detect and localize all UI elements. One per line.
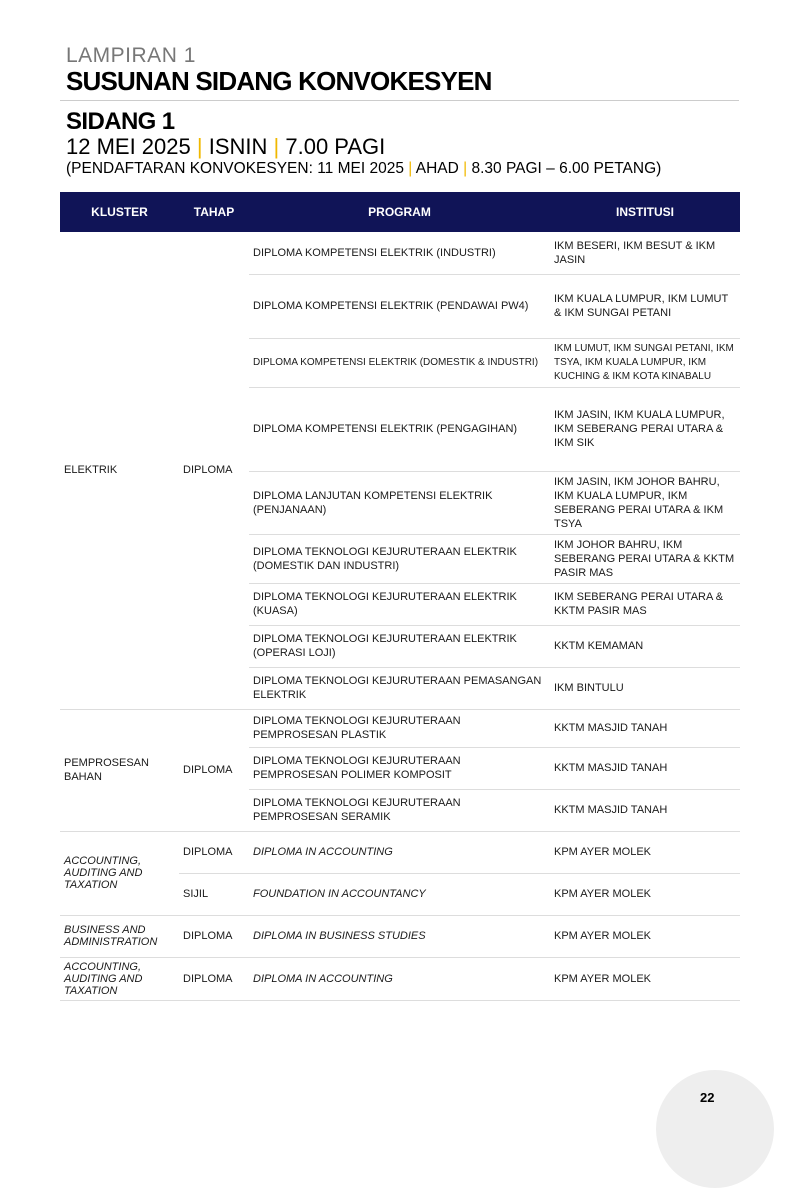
institusi-cell: KPM AYER MOLEK <box>550 915 740 957</box>
program-cell: DIPLOMA KOMPETENSI ELEKTRIK (INDUSTRI) <box>249 232 550 274</box>
tahap-cell: DIPLOMA <box>179 915 249 957</box>
session-date: 12 MEI 2025 <box>66 134 191 159</box>
convocation-schedule-table <box>60 192 740 1001</box>
kluster-cell: ACCOUNTING, AUDITING AND TAXATION <box>60 831 179 915</box>
program-cell: DIPLOMA KOMPETENSI ELEKTRIK (PENGAGIHAN) <box>249 387 550 471</box>
kluster-cell: PEMPROSESAN BAHAN <box>60 709 179 831</box>
program-cell: DIPLOMA IN BUSINESS STUDIES <box>249 915 550 957</box>
kluster-cell: BUSINESS AND ADMINISTRATION <box>60 915 179 957</box>
table-row <box>60 915 740 957</box>
program-cell: DIPLOMA TEKNOLOGI KEJURUTERAAN ELEKTRIK (DOMESTIK DAN INDUSTRI) <box>249 534 550 583</box>
separator: | <box>196 134 203 159</box>
program-cell: DIPLOMA TEKNOLOGI KEJURUTERAAN ELEKTRIK (OPERASI LOJI) <box>249 625 550 667</box>
table-header-row <box>60 192 740 232</box>
table-row <box>60 957 740 1000</box>
program-cell: DIPLOMA TEKNOLOGI KEJURUTERAAN PEMASANGAN ELEKTRIK <box>249 667 550 709</box>
institusi-cell: IKM JASIN, IKM JOHOR BAHRU, IKM KUALA LUMPUR, IKM SEBERANG PERAI UTARA & IKM TSYA <box>550 471 740 534</box>
table-row <box>60 232 740 274</box>
tahap-cell: DIPLOMA <box>179 232 249 709</box>
institusi-cell: KKTM MASJID TANAH <box>550 747 740 789</box>
page-title: SUSUNAN SIDANG KONVOKESYEN <box>66 66 492 96</box>
page-number-badge <box>656 1070 774 1188</box>
institusi-cell: KPM AYER MOLEK <box>550 957 740 1000</box>
title-divider <box>60 100 739 101</box>
program-cell: DIPLOMA TEKNOLOGI KEJURUTERAAN PEMPROSESAN POLIMER KOMPOSIT <box>249 747 550 789</box>
institusi-cell: IKM BESERI, IKM BESUT & IKM JASIN <box>550 232 740 274</box>
column-header-kluster: KLUSTER <box>60 192 179 232</box>
program-cell: DIPLOMA TEKNOLOGI KEJURUTERAAN ELEKTRIK (KUASA) <box>249 583 550 625</box>
institusi-cell: IKM JOHOR BAHRU, IKM SEBERANG PERAI UTARA & KKTM PASIR MAS <box>550 534 740 583</box>
institusi-cell: KPM AYER MOLEK <box>550 831 740 873</box>
separator: | <box>463 160 468 177</box>
institusi-cell: IKM LUMUT, IKM SUNGAI PETANI, IKM TSYA, IKM KUALA LUMPUR, IKM KUCHING & IKM KOTA KINABALU <box>550 338 740 387</box>
registration-date: (PENDAFTARAN KONVOKESYEN: 11 MEI 2025 <box>66 160 404 177</box>
column-header-program: PROGRAM <box>249 192 550 232</box>
kluster-cell: ACCOUNTING, AUDITING AND TAXATION <box>60 957 179 1000</box>
institusi-cell: IKM BINTULU <box>550 667 740 709</box>
session-day: ISNIN <box>208 134 268 159</box>
institusi-cell: IKM JASIN, IKM KUALA LUMPUR, IKM SEBERANG PERAI UTARA & IKM SIK <box>550 387 740 471</box>
session-datetime <box>66 134 385 160</box>
program-cell: DIPLOMA IN ACCOUNTING <box>249 831 550 873</box>
tahap-cell: DIPLOMA <box>179 957 249 1000</box>
column-header-institusi: INSTITUSI <box>550 192 740 232</box>
program-cell: DIPLOMA IN ACCOUNTING <box>249 957 550 1000</box>
institusi-cell: KKTM KEMAMAN <box>550 625 740 667</box>
program-cell: DIPLOMA TEKNOLOGI KEJURUTERAAN PEMPROSESAN PLASTIK <box>249 709 550 747</box>
institusi-cell: IKM KUALA LUMPUR, IKM LUMUT & IKM SUNGAI PETANI <box>550 274 740 338</box>
separator: | <box>408 160 413 177</box>
separator: | <box>273 134 280 159</box>
program-cell: DIPLOMA KOMPETENSI ELEKTRIK (PENDAWAI PW4) <box>249 274 550 338</box>
appendix-label: LAMPIRAN 1 <box>66 44 196 67</box>
program-cell: FOUNDATION IN ACCOUNTANCY <box>249 873 550 915</box>
tahap-cell: SIJIL <box>179 873 249 915</box>
kluster-cell: ELEKTRIK <box>60 232 179 709</box>
institusi-cell: IKM SEBERANG PERAI UTARA & KKTM PASIR MAS <box>550 583 740 625</box>
registration-time: 8.30 PAGI – 6.00 PETANG) <box>471 160 662 177</box>
page-number: 22 <box>700 1090 715 1105</box>
program-cell: DIPLOMA LANJUTAN KOMPETENSI ELEKTRIK (PENJANAAN) <box>249 471 550 534</box>
program-cell: DIPLOMA KOMPETENSI ELEKTRIK (DOMESTIK & INDUSTRI) <box>249 338 550 387</box>
institusi-cell: KKTM MASJID TANAH <box>550 709 740 747</box>
table-row <box>60 709 740 747</box>
session-time: 7.00 PAGI <box>285 134 386 159</box>
registration-day: AHAD <box>415 160 459 177</box>
program-cell: DIPLOMA TEKNOLOGI KEJURUTERAAN PEMPROSESAN SERAMIK <box>249 789 550 831</box>
column-header-tahap: TAHAP <box>179 192 249 232</box>
registration-info <box>66 160 661 178</box>
tahap-cell: DIPLOMA <box>179 709 249 831</box>
session-title: SIDANG 1 <box>66 108 175 135</box>
table-row <box>60 831 740 873</box>
institusi-cell: KKTM MASJID TANAH <box>550 789 740 831</box>
tahap-cell: DIPLOMA <box>179 831 249 873</box>
institusi-cell: KPM AYER MOLEK <box>550 873 740 915</box>
